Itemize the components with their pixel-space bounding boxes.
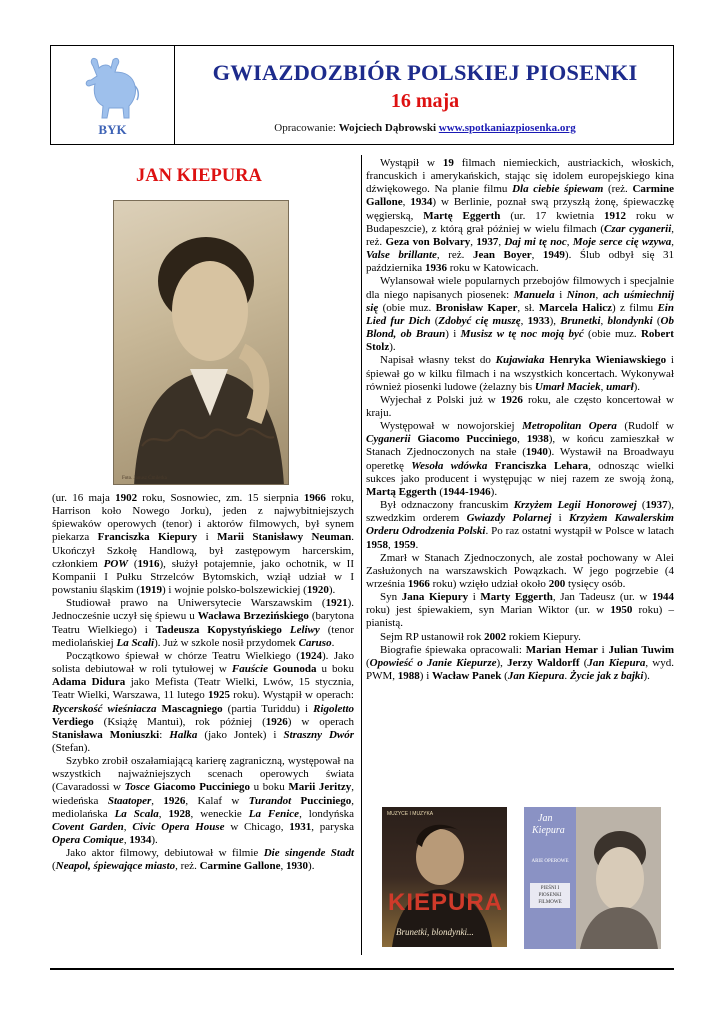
header-box bbox=[50, 45, 674, 145]
left-column: (ur. 16 maja 1902 roku, Sosnowiec, zm. 15 sierpnia 1966 roku, Harrison koło Nowego Jorku), jeden z najwybitniejszych śpiewaków operowych (tenor) i aktorów filmowych, był synem piekarza Franciszka Kiepury i Marii Stanisławy Neuman. Ukończył Szkołę Handlową, był zastępowym harcerskim, członkiem POW (1916), służył potajemnie, jako ochotnik, w II Kompanii I Pułku Strzelców Bytomskich, wziął udział w I powstaniu śląskim (1919) i wojnie polsko-bolszewickiej (1920). Studiował prawo na Uniwersytecie Warszawskim (1921). Jednocześnie uczył się śpiewu u Wacława Brzezińskiego (barytona Teatru Wielkiego) i Tadeusza Kopystyńskiego Leliwy (tenor mediolańskiej La Scali). Już w szkole nosił przydomek Caruso. Początkowo śpiewał w chórze Teatru Wielkiego (1924). Jako solista debiutował w roli tytułowej w Fauście Gounoda u boku Adama Didura jako Mefista (Teatr Wielki, Lwów, 15 stycznia, Teatr Wielki, Warszawa, 11 lutego 1925 roku). Wystąpił w operach: Rycerskość wieśniacza Mascagniego (partia Turiddu) i Rigoletto Verdiego (Książę Mantui), rok później (1926) w operach Stanisława Moniuszki: Halka (jako Jontek) i Straszny Dwór (Stefan). Szybko zrobił oszałamiającą karierę zagraniczną, występował na wszystkich najważniejszych scenach operowych świata (Cavaradossi w Tosce Giacomo Pucciniego u boku Marii Jeritzy, wiedeńska Staatoper, 1926, Kalaf w Turandot Pucciniego, mediolańska La Scala, 1928, weneckie La Fenice, londyńska Covent Garden, Civic Opera House w Chicago, 1931, paryska Opera Comique, 1934). Jako aktor filmowy, debiutował w filmie Die singende Stadt (Neapol, śpiewające miasto, reż. Carmine Gallone, 1930). bbox=[52, 492, 355, 873]
album-cover-arie bbox=[524, 807, 661, 949]
album-cover-kiepura bbox=[382, 807, 507, 947]
zodiac-logo bbox=[51, 46, 175, 144]
photo-caption: Foto. Janusz Ćmilerka bbox=[122, 476, 167, 481]
cover2-text-1: ARIE OPEROWE bbox=[531, 859, 569, 864]
cover2-blue-panel bbox=[524, 807, 576, 949]
column-divider bbox=[361, 155, 362, 955]
credit-line bbox=[175, 122, 675, 134]
page-title: GWIAZDOZBIÓR POLSKIEJ PIOSENKI bbox=[212, 60, 638, 85]
right-column: Wystąpił w 19 filmach niemieckich, austriackich, włoskich, francuskich i amerykańskich, stając się idolem europejskiego kina dźwiękowego. Na planie filmu Dla ciebie śpiewam (reż. Carmine Gallone, 1934) w Berlinie, poznał swą przyszłą żonę, śpiewaczkę węgierską, Martę Eggerth (ur. 17 kwietnia 1912 roku w Budapeszcie), z którą grał później w wielu filmach (Czar cyganerii, reż. Geza von Bolvary, 1937, Daj mi tę noc, Moje serce cię wzywa, Valse brillante, reż. Jean Boyer, 1949). Ślub odbył się 31 października 1936 roku w Katowicach. Wylansował wiele popularnych przebojów filmowych i specjalnie dla niego napisanych piosenek: Manuela i Ninon, ach uśmiechnij się (obie muz. Bronisław Kaper, sł. Marcela Halicz) z filmu Ein Lied fur Dich (Zdobyć cię muszę, 1933), Brunetki, blondynki (Ob Blond, ob Braun) i Musisz w tę noc moją być (obie muz. Robert Stolz). Napisał własny tekst do Kujawiaka Henryka Wieniawskiego i śpiewał go w kilku filmach i na wszystkich koncertach. Wykonywał również piosenki ludowe (żelazny bis Umarł Maciek, umarł). Wyjechał z Polski już w 1926 roku, ale często koncertował w kraju. Występował w nowojorskiej Metropolitan Opera (Rudolf w Cyganerii Giacomo Pucciniego, 1938), w końcu zamieszkał w Stanach Zjednoczonych na stałe (1940). Wystawił na Broadwayu operetkę Wesoła wdówka Franciszka Lehara, odnosząc wielki sukces jako producent i występując w niej razem ze swoją żoną, Martą Eggerth (1944-1946). Był odznaczony francuskim Krzyżem Legii Honorowej (1937), szwedzkim orderem Gwiazdy Polarnej i Krzyżem Kawalerskim Orderu Odrodzenia Polski. Po raz ostatni wystąpił w Polsce w latach 1958, 1959. Zmarł w Stanach Zjednoczonych, ale został pochowany w Alei Zasłużonych na warszawskich Powązkach. W jego pogrzebie (4 września 1966 roku) wzięło udział około 200 tysięcy osób. Syn Jana Kiepury i Marty Eggerth, Jan Tadeusz (ur. w 1944 roku) jest śpiewakiem, syn Marian Wiktor (ur. w 1950 roku) – pianistą. Sejm RP ustanowił rok 2002 rokiem Kiepury. Biografie śpiewaka opracowali: Marian Hemar i Julian Tuwim (Opowieść o Janie Kiepurze), Jerzy Waldorff (Jan Kiepura, wyd. PWM, 1988) i Wacław Panek (Jan Kiepura. Życie jak z bajki). bbox=[366, 157, 675, 683]
cover1-subtitle: Brunetki, blondynki... bbox=[396, 927, 474, 937]
credit-prefix: Opracowanie: bbox=[274, 122, 339, 134]
bull-icon bbox=[85, 56, 141, 120]
website-link[interactable]: www.spotkaniazpiosenka.org bbox=[438, 122, 576, 134]
author-name: Wojciech Dąbrowski bbox=[338, 122, 437, 134]
cover2-name-1: Jan bbox=[538, 813, 553, 824]
cover2-text-2: PIEŚNI I PIOSENKI FILMOWE bbox=[530, 883, 570, 908]
cover2-name-2: Kiepura bbox=[532, 825, 565, 836]
cover1-top-text: MUZYCE I MUZYKA bbox=[387, 811, 434, 817]
page-date: 16 maja bbox=[390, 90, 460, 112]
artist-photo bbox=[113, 200, 289, 485]
zodiac-sign-label: BYK bbox=[98, 122, 127, 137]
cover1-title: KIEPURA bbox=[388, 889, 504, 916]
bottom-rule bbox=[50, 968, 674, 970]
cover2-portrait bbox=[576, 807, 661, 949]
artist-name: JAN KIEPURA bbox=[136, 166, 262, 186]
